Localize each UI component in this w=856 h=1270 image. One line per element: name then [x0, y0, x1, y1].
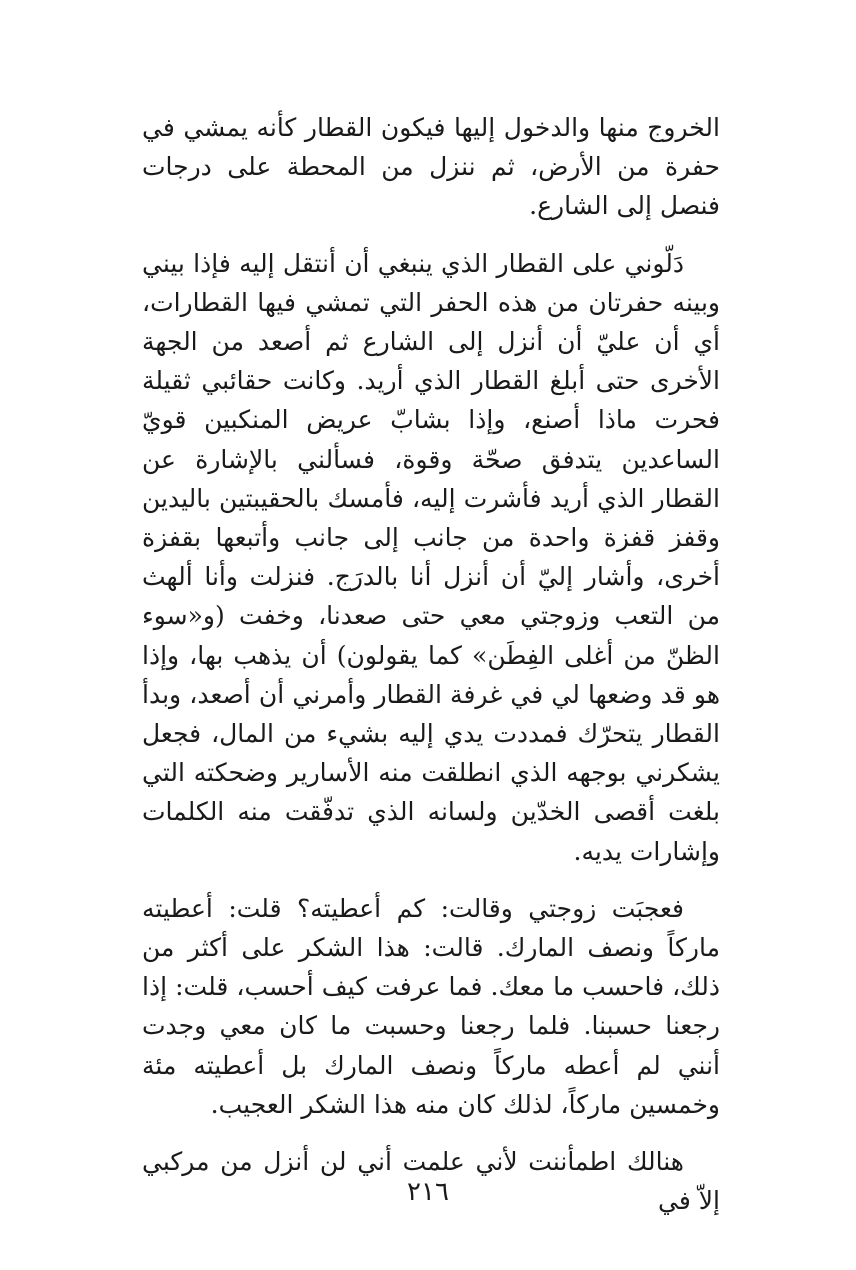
body-text [142, 108, 720, 1238]
page-number: ٢١٦ [407, 1177, 449, 1207]
paragraph-1: الخروج منها والدخول إليها فيكون القطار كأنه يمشي في حفرة من الأرض، ثم ننزل من المحطة على درجات فنصل إلى الشارع. [142, 113, 720, 221]
paragraph-2: دَلّوني على القطار الذي ينبغي أن أنتقل إليه فإذا بيني وبينه حفرتان من هذه الحفر التي تمشي فيها القطارات، أي أن عليّ أن أنزل إلى الشارع ثم أصعد من الجهة الأخرى حتى أبلغ القطار الذي أريد. وكانت حقائبي ثقيلة فحرت ماذا أصنع، وإذا بشابّ عريض المنكبين قويّ الساعدين يتدفق صحّة وقوة، فسألني بالإشارة عن القطار الذي أريد فأشرت إليه، فأمسك بالحقيبتين باليدين وقفز قفزة واحدة من جانب إلى جانب وأتبعها بقفزة أخرى، وأشار إليّ أن أنزل أنا بالدرَج. فنزلت وأنا ألهث من التعب وزوجتي معي حتى صعدنا، وخفت (و«سوء الظنّ من أغلى الفِطَن» كما يقولون) أن يذهب بها، وإذا هو قد وضعها لي في غرفة القطار وأمرني أن أصعد، وبدأ القطار يتحرّك فمددت يدي إليه بشيء من المال، فجعل يشكرني بوجهه الذي انطلقت منه الأسارير وضحكته التي بلغت أقصى الخدّين ولسانه الذي تدفّقت منه الكلمات وإشارات يديه. [142, 248, 720, 866]
paragraph-4: هنالك اطمأننت لأني علمت أني لن أنزل من مركبي إلاّ في [142, 1147, 720, 1216]
paragraph-3: فعجبَت زوجتي وقالت: كم أعطيته؟ قلت: أعطيته ماركاً ونصف المارك. قالت: هذا الشكر على أكثر من ذلك، فاحسب ما معك. فما عرفت كيف أحسب، قلت: إذا رجعنا حسبنا. فلما رجعنا وحسبت ما كان معي وجدت أنني لم أعطه ماركاً ونصف المارك بل أعطيته مئة وخمسين ماركاً، لذلك كان منه هذا الشكر العجيب. [142, 893, 720, 1119]
